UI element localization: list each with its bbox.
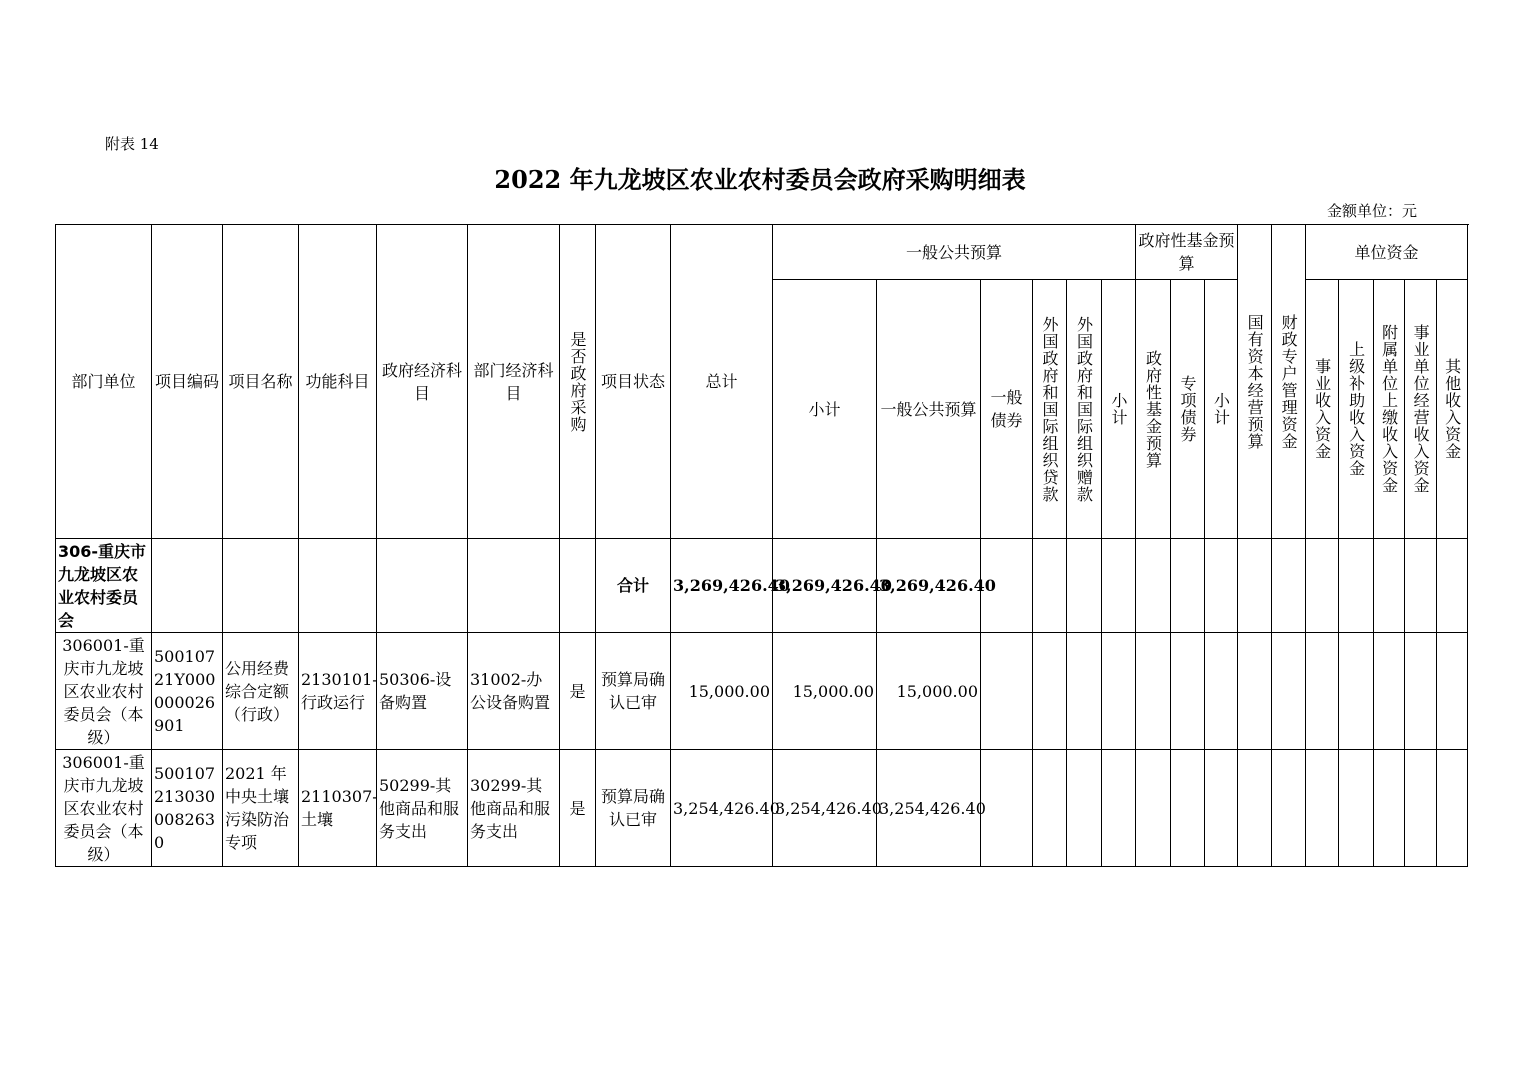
header-dept-econ: 部门经济科目 bbox=[468, 225, 560, 539]
cell-gb-subtotal: 3,254,426.40 bbox=[773, 750, 877, 867]
cell-status: 预算局确认已审 bbox=[596, 750, 671, 867]
cell-is-gov: 是 bbox=[560, 633, 596, 750]
amount-unit: 金额单位：元 bbox=[1326, 202, 1417, 220]
header-code: 项目编码 bbox=[152, 225, 223, 539]
cell-gb-subtotal: 15,000.00 bbox=[773, 633, 877, 750]
header-gb-foreign-loan: 外国政府和国际组织贷款 bbox=[1040, 315, 1059, 503]
cell-dept: 306-重庆市九龙坡区农业农村委员会 bbox=[56, 539, 152, 633]
header-uf-other: 其他收入资金 bbox=[1442, 358, 1462, 460]
header-uf-business: 事业收入资金 bbox=[1312, 358, 1332, 460]
cell-gb-general: 3,269,426.40 bbox=[877, 539, 981, 633]
procurement-table bbox=[55, 224, 1468, 867]
header-total: 总计 bbox=[671, 225, 773, 539]
table-row bbox=[56, 633, 1468, 750]
header-status: 项目状态 bbox=[596, 225, 671, 539]
cell-gov-econ: 50306-设备购置 bbox=[377, 633, 468, 750]
header-gov-econ: 政府经济科目 bbox=[377, 225, 468, 539]
header-func: 功能科目 bbox=[299, 225, 377, 539]
cell-is-gov: 是 bbox=[560, 750, 596, 867]
header-gb-subtotal: 小计 bbox=[773, 280, 877, 539]
header-state-capital: 国有资本经营预算 bbox=[1245, 313, 1265, 450]
header-uf-subtotal: 小计 bbox=[1211, 392, 1231, 426]
cell-total: 15,000.00 bbox=[671, 633, 773, 750]
header-fb-bond: 专项债券 bbox=[1178, 375, 1198, 443]
header-dept: 部门单位 bbox=[56, 225, 152, 539]
header-name: 项目名称 bbox=[223, 225, 299, 539]
header-general-budget: 一般公共预算 bbox=[773, 225, 1136, 280]
cell-gb-subtotal: 3,269,426.40 bbox=[773, 539, 877, 633]
cell-func: 2130101-行政运行 bbox=[299, 633, 377, 750]
cell-dept-econ: 30299-其他商品和服务支出 bbox=[468, 750, 560, 867]
header-gb-general: 一般公共预算 bbox=[877, 280, 981, 539]
cell-total: 3,254,426.40 bbox=[671, 750, 773, 867]
cell-dept-econ: 31002-办公设备购置 bbox=[468, 633, 560, 750]
table-row bbox=[56, 750, 1468, 867]
cell-gb-general: 15,000.00 bbox=[877, 633, 981, 750]
cell-code: 5001072130300082630 bbox=[152, 750, 223, 867]
header-gb-foreign-gift: 外国政府和国际组织赠款 bbox=[1074, 315, 1094, 503]
header-fiscal-special: 财政专户管理资金 bbox=[1279, 313, 1299, 450]
header-uf-subsidy: 上级补助收入资金 bbox=[1346, 341, 1366, 477]
cell-dept: 306001-重庆市九龙坡区农业农村委员会（本级） bbox=[56, 633, 152, 750]
cell-status: 预算局确认已审 bbox=[596, 633, 671, 750]
cell-gb-general: 3,254,426.40 bbox=[877, 750, 981, 867]
header-row-top bbox=[56, 225, 1468, 280]
cell-func: 2110307-土壤 bbox=[299, 750, 377, 867]
header-fb-subtotal: 小计 bbox=[1109, 392, 1129, 426]
cell-code: 50010721Y000000026901 bbox=[152, 633, 223, 750]
header-uf-affiliate: 附属单位上缴收入资金 bbox=[1379, 324, 1399, 494]
page-title: 2022 年九龙坡区农业农村委员会政府采购明细表 bbox=[494, 165, 1026, 194]
cell-gov-econ: 50299-其他商品和服务支出 bbox=[377, 750, 468, 867]
table-row-total bbox=[56, 539, 1468, 633]
header-fb-fund: 政府性基金预算 bbox=[1143, 349, 1163, 469]
cell-total: 3,269,426.40 bbox=[671, 539, 773, 633]
cell-dept: 306001-重庆市九龙坡区农业农村委员会（本级） bbox=[56, 750, 152, 867]
cell-status: 合计 bbox=[596, 539, 671, 633]
attachment-label: 附表 14 bbox=[105, 135, 159, 153]
header-gb-bond: 一般债券 bbox=[981, 280, 1033, 539]
cell-name: 2021 年中央土壤污染防治专项 bbox=[223, 750, 299, 867]
cell-name: 公用经费综合定额（行政） bbox=[223, 633, 299, 750]
header-fund-budget: 政府性基金预算 bbox=[1136, 225, 1238, 280]
header-is-gov: 是否政府采购 bbox=[568, 330, 587, 433]
header-uf-operation: 事业单位经营收入资金 bbox=[1411, 324, 1431, 494]
header-unit-funds: 单位资金 bbox=[1306, 225, 1468, 280]
